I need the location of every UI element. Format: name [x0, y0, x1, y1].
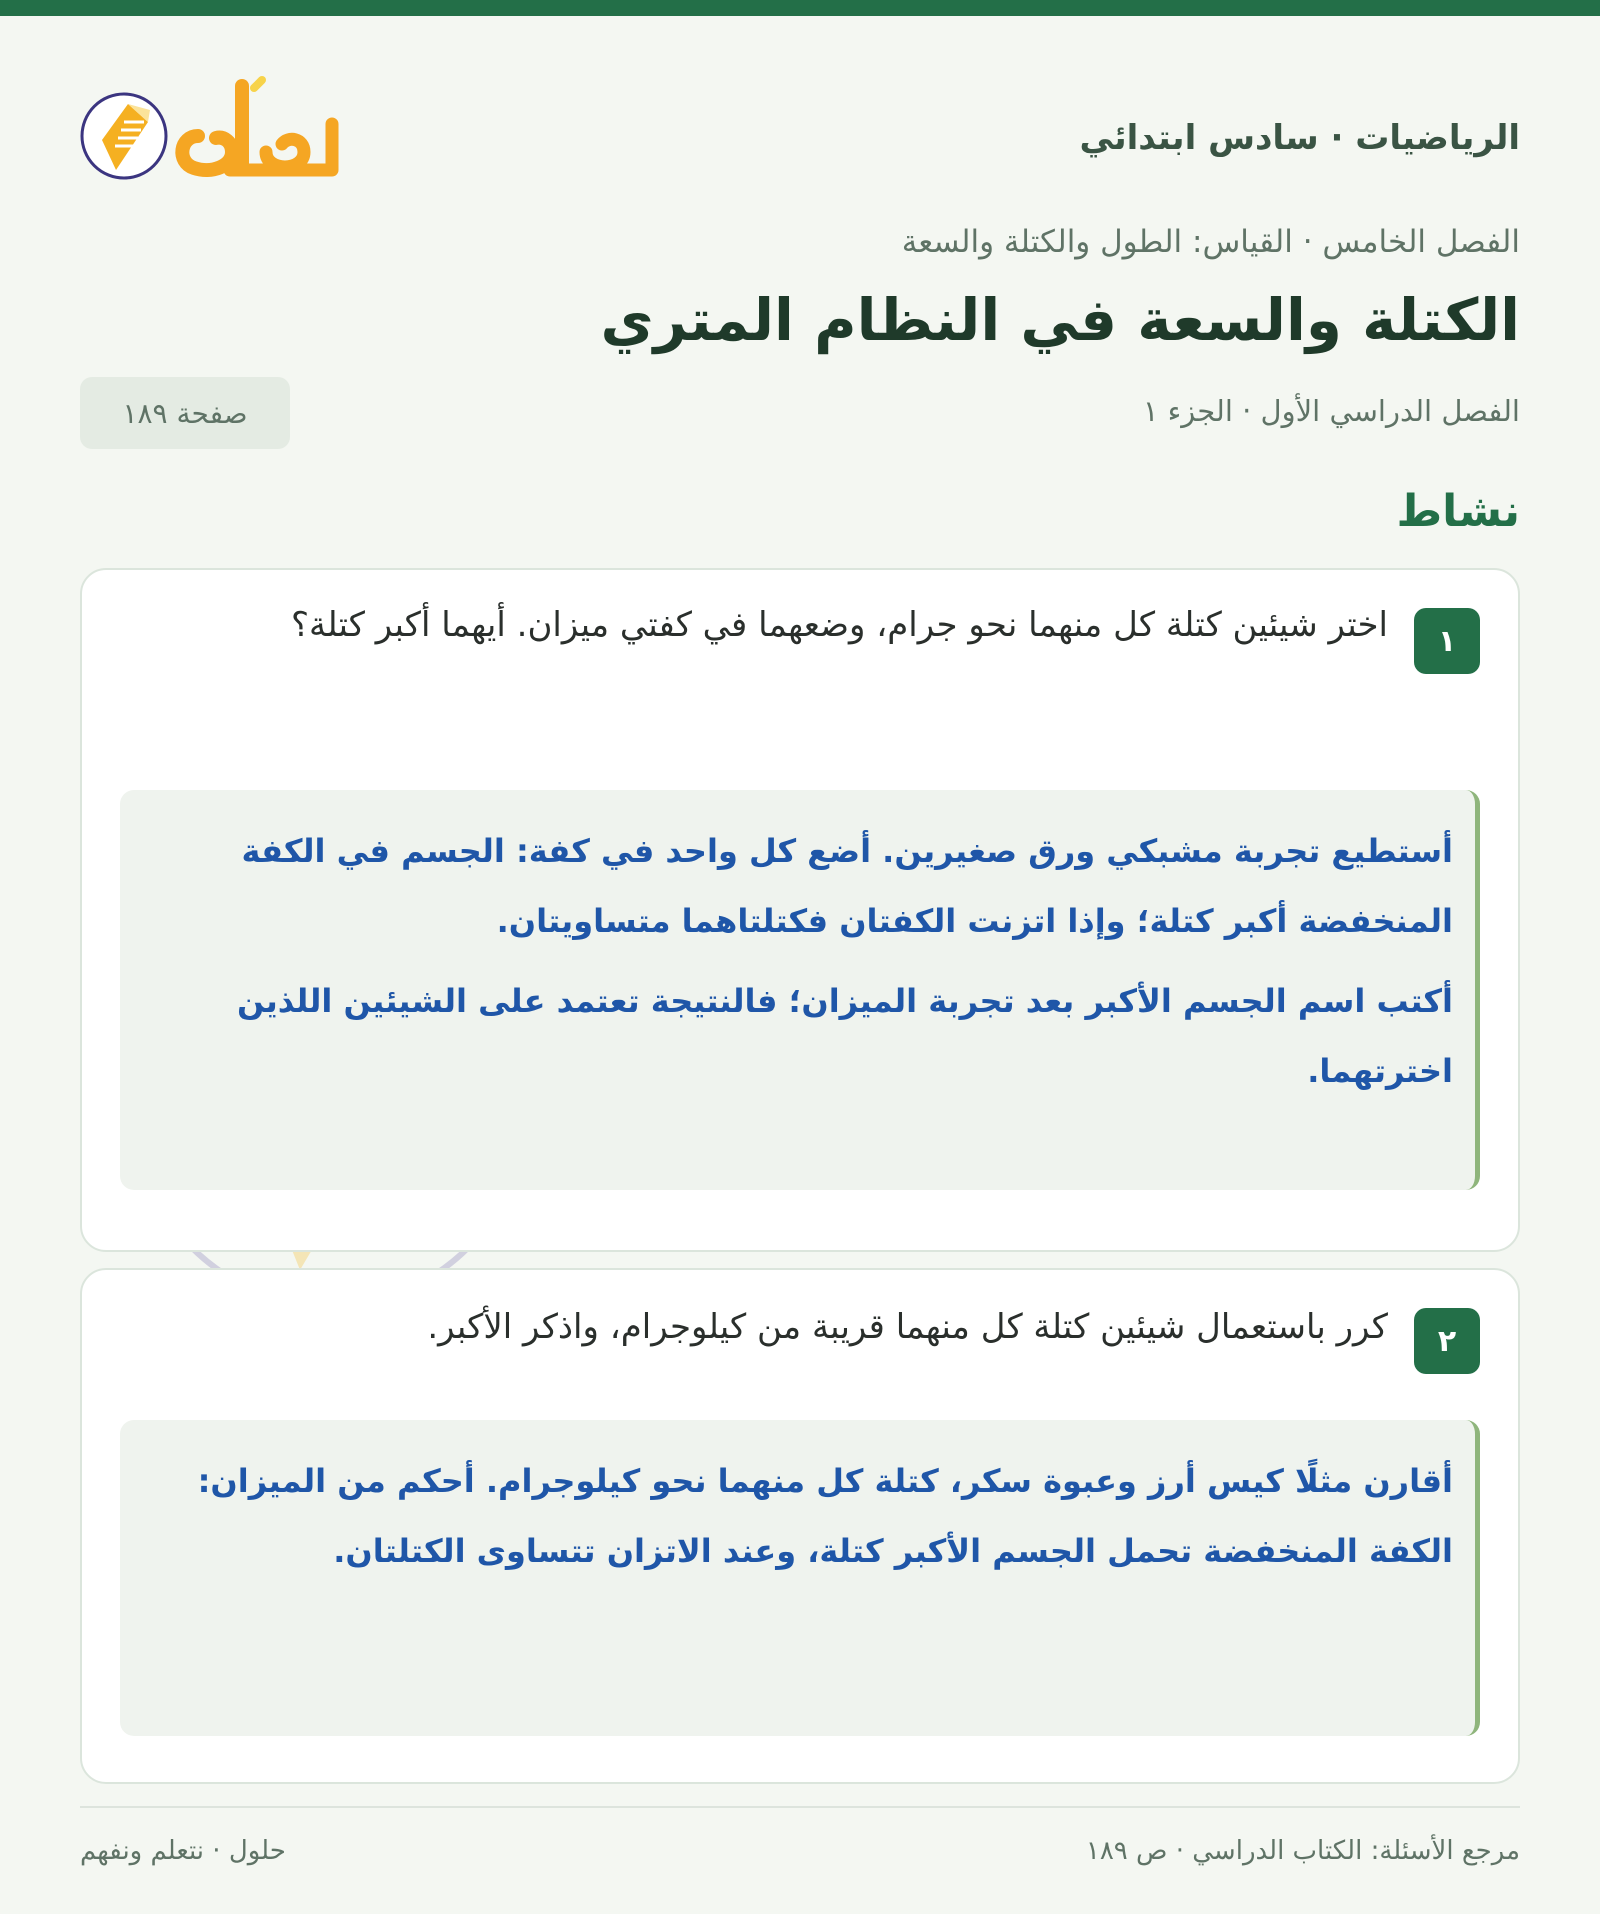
answer-paragraph: أقارن مثلًا كيس أرز وعبوة سكر، كتلة كل منهما نحو كيلوجرام. أحكم من الميزان: الكفة المنخفضة تحمل الجسم الأكبر كتلة، وعند الاتزان تتساوى الكتلتان.	[197, 1462, 1453, 1570]
book-icon	[82, 94, 166, 178]
section-title: نشاط	[1396, 486, 1520, 537]
subject-title: الرياضيات · سادس ابتدائي	[1079, 118, 1520, 158]
brand-wordmark	[182, 80, 332, 170]
semester-line: الفصل الدراسي الأول · الجزء ١	[1142, 394, 1520, 428]
footer-reference: مرجع الأسئلة: الكتاب الدراسي · ص ١٨٩	[1085, 1836, 1520, 1866]
question-card-2	[80, 1268, 1520, 1784]
question-text: كرر باستعمال شيئين كتلة كل منهما قريبة من كيلوجرام، واذكر الأكبر.	[427, 1307, 1388, 1347]
footer-tagline: حلول · نتعلم ونفهم	[80, 1836, 286, 1866]
page-number-badge: صفحة ١٨٩	[80, 377, 290, 449]
brand-logo[interactable]	[80, 66, 370, 196]
question-text: اختر شيئين كتلة كل منهما نحو جرام، وضعهما في كفتي ميزان. أيهما أكبر كتلة؟	[290, 605, 1388, 645]
question-number-badge: ٢	[1414, 1308, 1480, 1374]
question-card-1	[80, 568, 1520, 1252]
answer-box	[120, 790, 1480, 1190]
page-header	[80, 66, 1520, 186]
top-accent-strip	[0, 0, 1600, 16]
chapter-line: الفصل الخامس · القياس: الطول والكتلة والسعة	[901, 224, 1520, 260]
answer-paragraph: أستطيع تجربة مشبكي ورق صغيرين. أضع كل واحد في كفة: الجسم في الكفة المنخفضة أكبر كتلة؛ وإذا اتزنت الكفتان فكتلتاهما متساويتان.	[241, 832, 1453, 940]
lesson-title: الكتلة والسعة في النظام المتري	[600, 286, 1520, 354]
question-number-badge: ١	[1414, 608, 1480, 674]
answer-paragraph: أكتب اسم الجسم الأكبر بعد تجربة الميزان؛ فالنتيجة تعتمد على الشيئين اللذين اخترتهما.	[236, 982, 1453, 1090]
footer-divider	[80, 1806, 1520, 1808]
answer-box	[120, 1420, 1480, 1736]
